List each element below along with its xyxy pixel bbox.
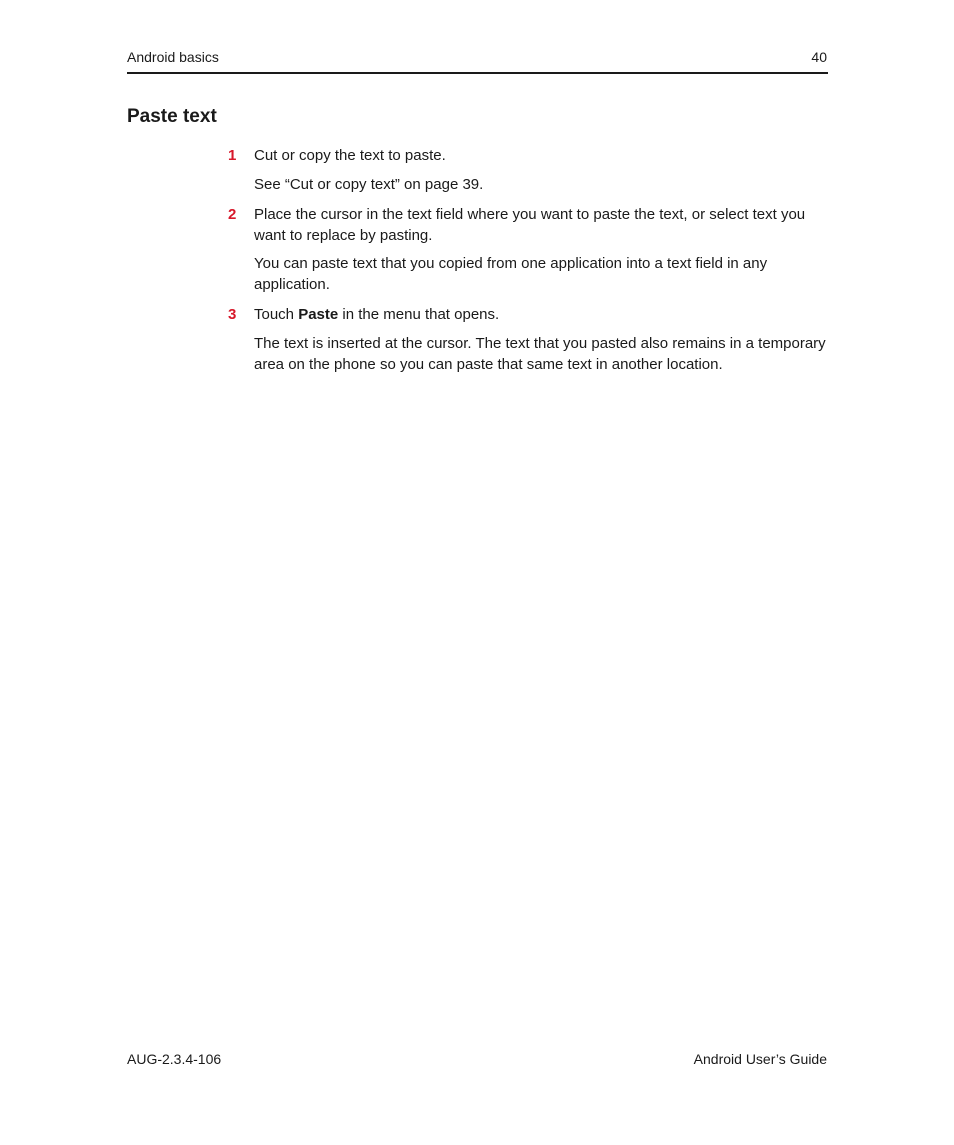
step-number: 3 [228, 306, 237, 323]
step-text-before: Touch [254, 306, 295, 323]
step-text-after: in the menu that opens. [342, 306, 500, 323]
step-number: 2 [228, 206, 237, 223]
footer-doc-id: AUG-2.3.4-106 [127, 1051, 222, 1067]
page-footer [127, 1051, 828, 1071]
step-1-note: See “Cut or copy text” on page 39. [254, 176, 484, 193]
step-text: Cut or copy the text to paste. [254, 147, 446, 164]
step-1 [228, 145, 829, 166]
step-text: Place the cursor in the text field where you want to paste the text, or select text you want to replace by pasting. [254, 206, 806, 244]
step-number: 1 [228, 147, 237, 164]
step-2-note: You can paste text that you copied from one application into a text field in any application. [254, 255, 768, 293]
page-header [127, 48, 828, 74]
header-page-number: 40 [811, 49, 827, 65]
paste-menu-term: Paste [298, 306, 339, 323]
step-3 [228, 304, 829, 325]
step-3-note: The text is inserted at the cursor. The text that you pasted also remains in a temporary area on the phone so you can paste that same text in another location. [254, 335, 826, 373]
section-title: Paste text [127, 106, 217, 127]
footer-doc-title: Android User’s Guide [693, 1051, 827, 1067]
header-title: Android basics [127, 49, 219, 65]
step-2 [228, 204, 829, 246]
